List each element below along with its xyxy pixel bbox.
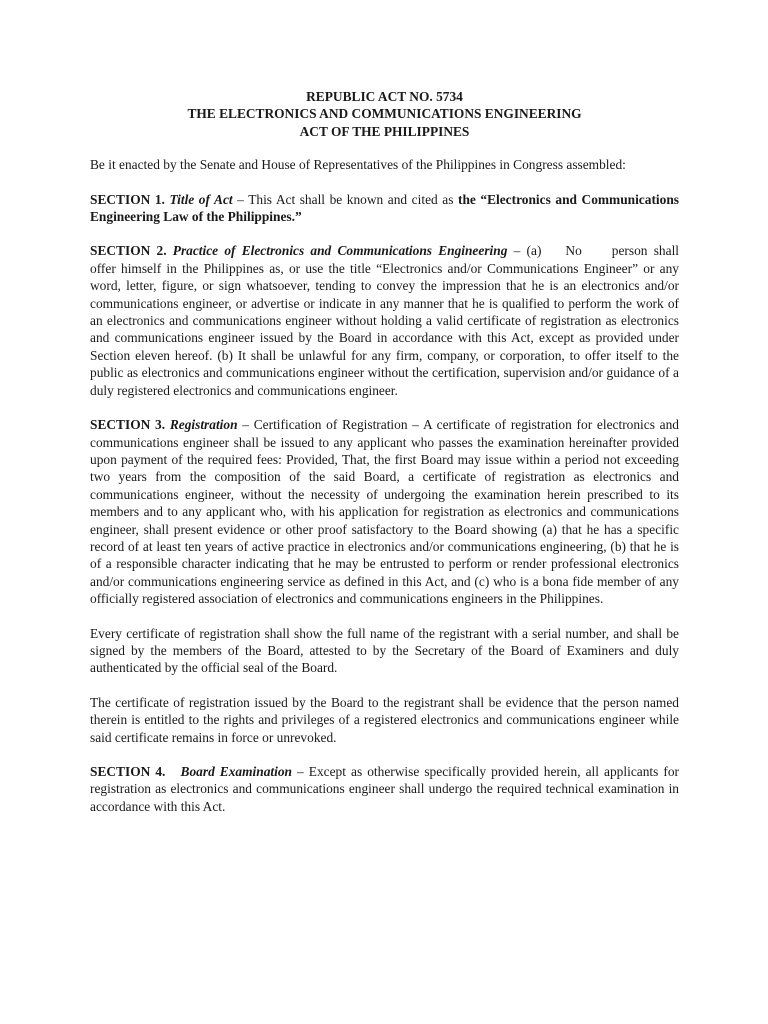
section-3-dash: –	[237, 417, 254, 433]
section-1-text: This Act shall be known and cited as	[248, 191, 458, 207]
section-1-dash: –	[232, 191, 249, 207]
section-4-label: SECTION 4.	[90, 764, 166, 779]
section-3-paragraph-3: The certificate of registration issued by the Board to the registrant shall be evidence that the person named therein is entitled to the rights and privileges of a registered electronics and communications engineer while said certificate remains in force or unrevoked.	[90, 694, 679, 745]
title-line-1: REPUBLIC ACT NO. 5734	[306, 89, 463, 104]
section-1-label: SECTION 1.	[90, 191, 165, 207]
section-1-law-name: the “Electronics and Communications Engineering Law of the Philippines.”	[90, 191, 679, 225]
section-4-dash: –	[292, 764, 309, 779]
section-4-heading: Board Examination	[180, 764, 292, 779]
section-2-dash: –	[507, 243, 527, 259]
section-2-label: SECTION 2.	[90, 243, 167, 259]
section-3-paragraph-2: Every certificate of registration shall show the full name of the registrant with a serial number, and shall be signed by the members of the Board, attested to by the Secretary of the Board of Examiners and duly authenticated by the official seal of the Board.	[90, 625, 679, 676]
section-1	[90, 191, 679, 226]
section-2-part-a-marker: (a)	[526, 243, 542, 259]
enacting-clause: Be it enacted by the Senate and House of Representatives of the Philippines in Congress assembled:	[90, 157, 626, 173]
section-3	[90, 416, 679, 607]
section-2-text: person shall offer himself in the Philippines as, or use the title “Electronics and/or Communications Engineer” or any word, letter, figure, or sign whatsoever, tending to convey the impression that he is an electronics and/or communications engineer, or advertise or indicate in any manner that he is qualified to perform the work of an electronics and communications engineer without holding a valid certificate of registration as electronics and communications engineer issued by the Board in accordance with this Act, except as provided under Section eleven hereof. (b) It shall be unlawful for any firm, company, or corporation, to offer itself to the public as electronics and communications engineer without the certification, supervision and/or guidance of a duly registered electronics and communications engineer.	[90, 243, 680, 398]
section-3-text: Certification of Registration – A certificate of registration for electronics and communications engineer shall be issued to any applicant who passes the examination hereinafter provided upon payment of the required fees: Provided, That, the first Board may issue within a period not exceeding two years from the composition of the said Board, a certificate of registration as electronics and communications engineer, without the necessity of undergoing the examination herein prescribed to its members and to any applicant who, with his application for registration as electronics and communications engineer, shall present evidence or other proof satisfactory to the Board showing (a) that he has a specific record of at least ten years of active practice in electronics and/or communications engineering, (b) that he is of a responsible character indicating that he may be entrusted to perform or render professional electronics and/or communications engineering service as defined in this Act, and (c) who is a bona fide member of any officially registered association of electronics and communications engineers in the Philippines.	[90, 417, 680, 607]
title-line-3: ACT OF THE PHILIPPINES	[299, 123, 470, 139]
section-3-label: SECTION 3.	[90, 417, 166, 433]
document-page	[90, 88, 679, 832]
document-title	[90, 88, 679, 140]
title-line-2: THE ELECTRONICS AND COMMUNICATIONS ENGINEERING	[187, 106, 582, 122]
section-4-text: Except as otherwise specifically provided herein, all applicants for registration as electronics and communications engineer shall undergo the required technical examination in accordance with this Act.	[90, 764, 679, 814]
section-1-heading: Title of Act	[169, 191, 233, 207]
section-4	[90, 763, 679, 815]
section-2-part-a-first: No	[565, 243, 582, 259]
section-2-heading: Practice of Electronics and Communications Engineering	[172, 243, 508, 259]
section-2	[90, 242, 679, 399]
section-3-heading: Registration	[169, 417, 238, 433]
